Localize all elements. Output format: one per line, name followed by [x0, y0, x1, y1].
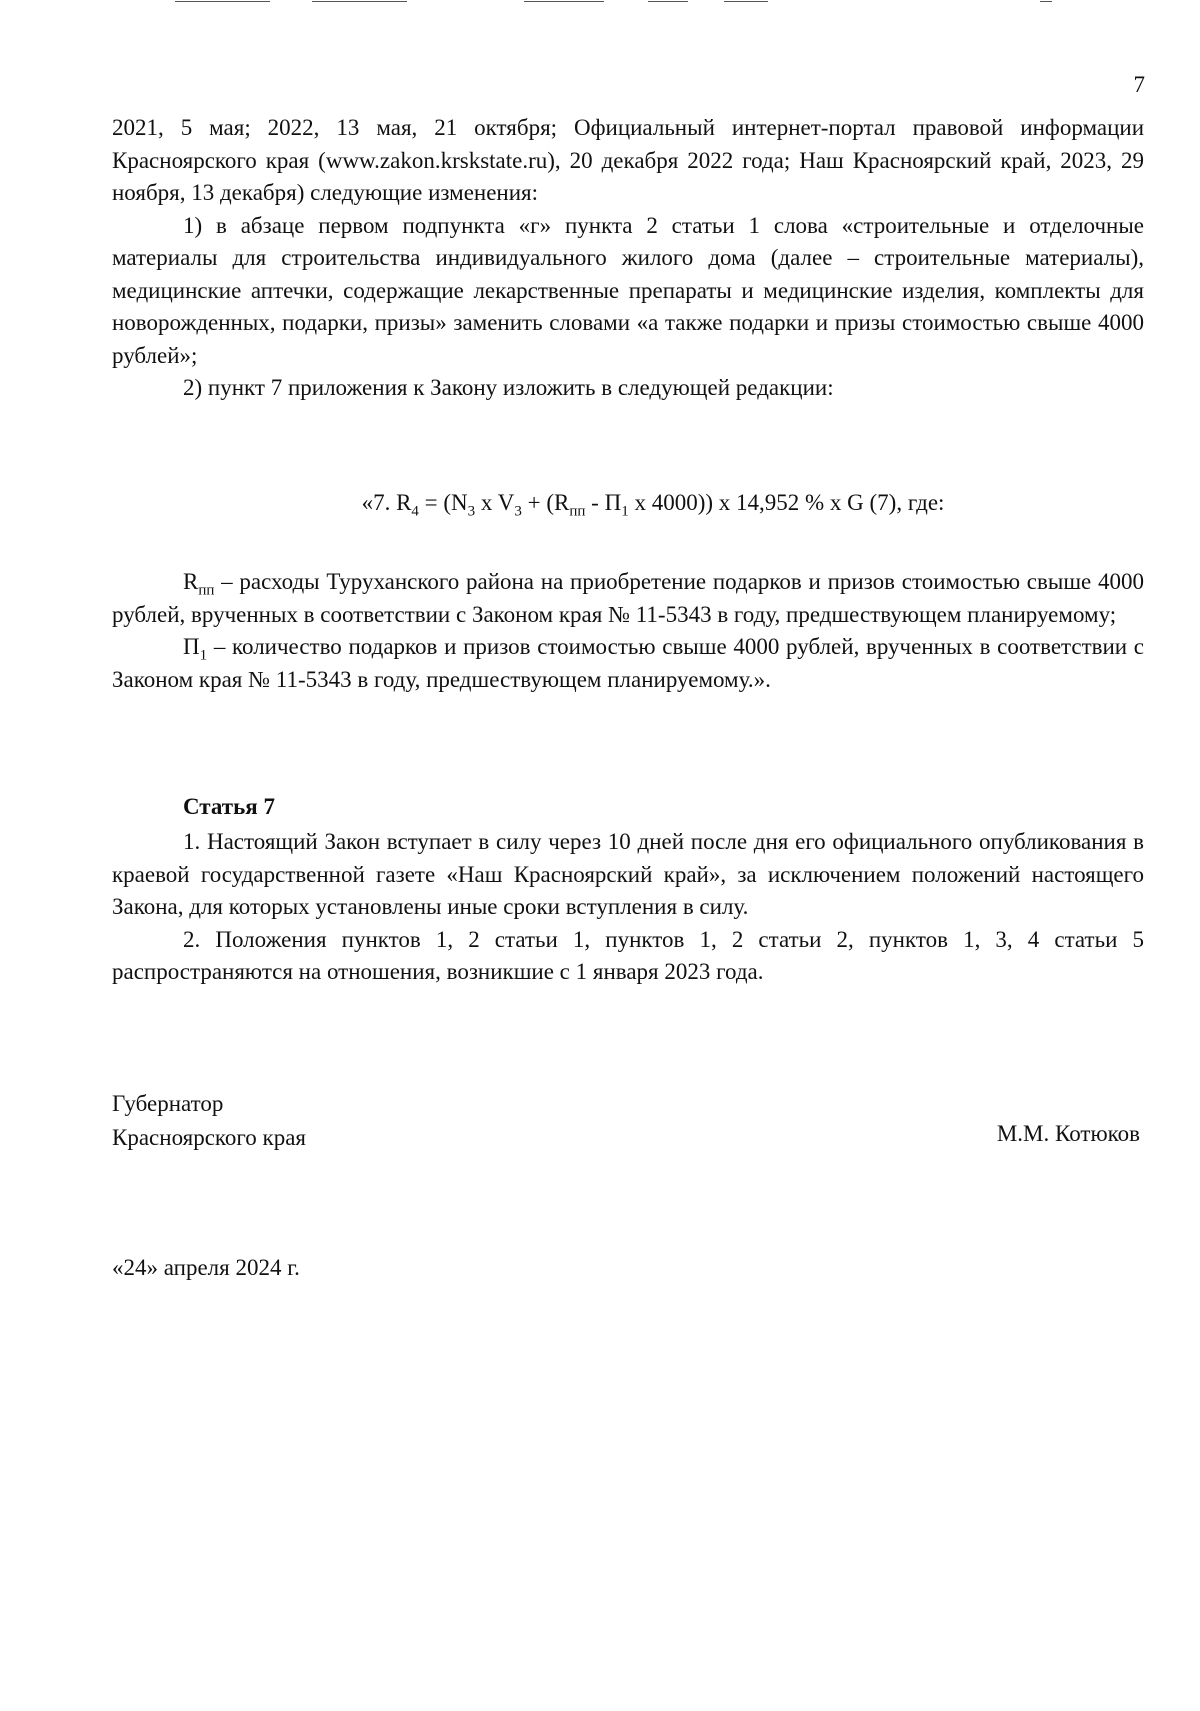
intro-text: 2021, 5 мая; 2022, 13 мая, 21 октября; Официальный интернет-портал правовой информации Красноярского края (www.zakon.krskstate.ru), 20 декабря 2022 года; Наш Красноярский край, 2023, 29 ноября, 13 декабря) следующие изменения:	[112, 115, 1144, 205]
article-heading: Статья 7	[183, 794, 275, 819]
page-number: 7	[1133, 72, 1145, 97]
signature-title	[112, 1087, 306, 1155]
article-paragraph-2: 2. Положения пунктов 1, 2 статьи 1, пунктов 1, 2 статьи 2, пунктов 1, 3, 4 статьи 5 распространяются на отношения, возникшие с 1 января 2023 года.	[112, 926, 1144, 984]
signature-title-line1: Губернатор	[112, 1091, 224, 1116]
document-date: «24» апреля 2024 г.	[112, 1255, 300, 1280]
amendment-item-1: 1) в абзаце первом подпункта «г» пункта 2 статьи 1 слова «строительные и отделочные материалы для строительства индивидуального жилого дома (далее – строительные материалы), медицинские аптечки, содержащие лекарственные препараты и медицинские изделия, комплекты для новорожденных, подарки, призы» заменить словами «а также подарки и призы стоимостью свыше 4000 рублей»;	[112, 212, 1144, 368]
signature-title-line2: Красноярского края	[112, 1125, 306, 1150]
definitions	[112, 566, 1144, 696]
scan-edge-marks	[0, 0, 1200, 6]
article-paragraph-1: 1. Настоящий Закон вступает в силу через 10 дней после дня его официального опубликования в краевой государственной газете «Наш Красноярский край», за исключением положений настоящего Закона, для которых установлены иные сроки вступления в силу.	[112, 829, 1144, 919]
signature-name: М.М. Котюков	[996, 1121, 1140, 1146]
definition-rpp: $R_{пп}$ – расходы Туруханского района на приобретение подарков и призов стоимостью свыше 4000 рублей, врученных в соответствии с Законом края № 11-5343 в году, предшествующем планируемому;	[112, 569, 1144, 627]
article-body	[112, 826, 1144, 989]
definition-p1: $П_1$ – количество подарков и призов стоимостью свыше 4000 рублей, врученных в соответствии с Законом края № 11-5343 в году, предшествующем планируемому.».	[112, 634, 1144, 692]
formula: «7. $R_4 = (N_3$ x $V_3 + (R_{пп} - П_1$ x 4000)) x 14,952 % x G (7), где:	[361, 490, 945, 520]
amendment-item-2: 2) пункт 7 приложения к Закону изложить в следующей редакции:	[183, 375, 834, 400]
intro-paragraph	[112, 112, 1144, 405]
